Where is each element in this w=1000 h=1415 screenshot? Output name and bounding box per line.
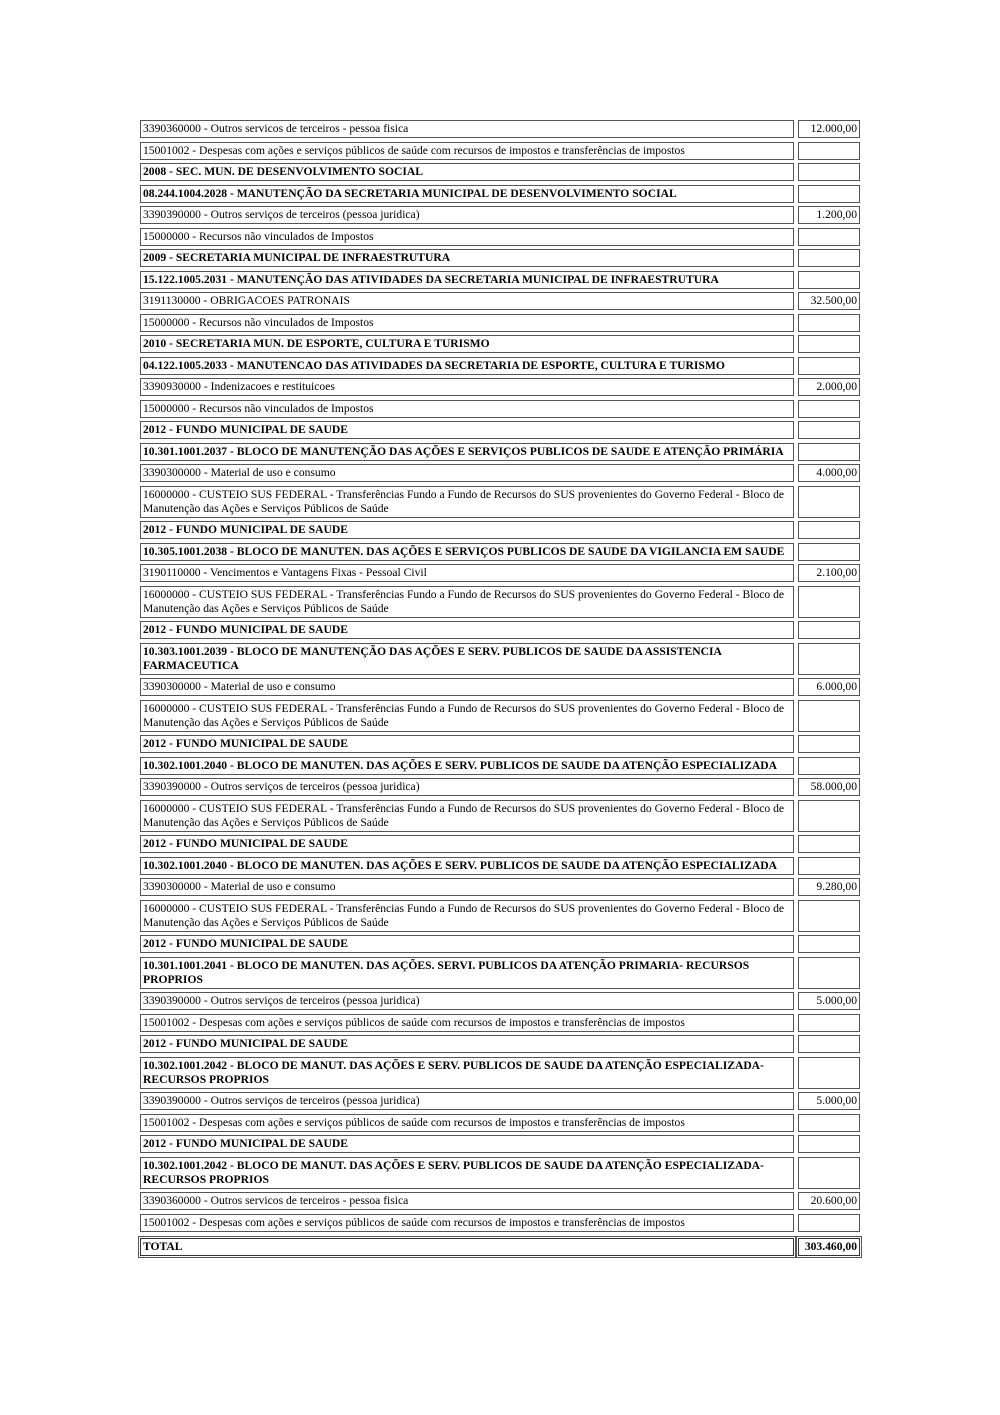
section-heading: 2009 - SECRETARIA MUNICIPAL DE INFRAESTRUTURA bbox=[140, 249, 794, 267]
row-value: 2.000,00 bbox=[798, 378, 860, 396]
table-row bbox=[140, 543, 860, 561]
row-value: 4.000,00 bbox=[798, 464, 860, 482]
section-heading: 2012 - FUNDO MUNICIPAL DE SAUDE bbox=[140, 1135, 794, 1153]
table-row bbox=[140, 1192, 860, 1210]
table-row bbox=[140, 1035, 860, 1053]
table-row bbox=[140, 900, 860, 932]
section-heading: 2012 - FUNDO MUNICIPAL DE SAUDE bbox=[140, 1035, 794, 1053]
row-description: 15000000 - Recursos não vinculados de Impostos bbox=[140, 400, 794, 418]
section-heading: 10.303.1001.2039 - BLOCO DE MANUTENÇÃO DAS AÇÕES E SERV. PUBLICOS DE SAUDE DA ASSISTENCIA FARMACEUTICA bbox=[140, 643, 794, 675]
table-row bbox=[140, 678, 860, 696]
table-row bbox=[140, 249, 860, 267]
row-value bbox=[798, 421, 860, 439]
table-row bbox=[140, 271, 860, 289]
row-description: 15000000 - Recursos não vinculados de Impostos bbox=[140, 228, 794, 246]
table-row bbox=[140, 992, 860, 1010]
row-value bbox=[798, 163, 860, 181]
row-value bbox=[798, 314, 860, 332]
row-description: 3390300000 - Material de uso e consumo bbox=[140, 464, 794, 482]
row-value bbox=[798, 1057, 860, 1089]
table-row bbox=[140, 800, 860, 832]
section-heading: 2012 - FUNDO MUNICIPAL DE SAUDE bbox=[140, 521, 794, 539]
row-value bbox=[798, 249, 860, 267]
section-heading: 15.122.1005.2031 - MANUTENÇÃO DAS ATIVIDADES DA SECRETARIA MUNICIPAL DE INFRAESTRUTURA bbox=[140, 271, 794, 289]
row-description: 15001002 - Despesas com ações e serviços públicos de saúde com recursos de impostos e transferências de impostos bbox=[140, 1214, 794, 1232]
row-value bbox=[798, 800, 860, 832]
table-row bbox=[140, 700, 860, 732]
table-row bbox=[140, 486, 860, 518]
table-row bbox=[140, 464, 860, 482]
table-row bbox=[140, 1114, 860, 1132]
table-row bbox=[140, 1014, 860, 1032]
section-heading: 2012 - FUNDO MUNICIPAL DE SAUDE bbox=[140, 935, 794, 953]
row-description: 3191130000 - OBRIGACOES PATRONAIS bbox=[140, 292, 794, 310]
row-value bbox=[798, 521, 860, 539]
row-value bbox=[798, 443, 860, 461]
table-row bbox=[140, 120, 860, 138]
table-row bbox=[140, 1135, 860, 1153]
table-row bbox=[140, 878, 860, 896]
section-heading: 08.244.1004.2028 - MANUTENÇÃO DA SECRETARIA MUNICIPAL DE DESENVOLVIMENTO SOCIAL bbox=[140, 185, 794, 203]
row-description: 3390300000 - Material de uso e consumo bbox=[140, 878, 794, 896]
row-description: 3390360000 - Outros servicos de terceiros - pessoa fisica bbox=[140, 1192, 794, 1210]
row-description: 3390390000 - Outros serviços de terceiros (pessoa juridica) bbox=[140, 1092, 794, 1110]
row-value bbox=[798, 142, 860, 160]
row-description: 16000000 - CUSTEIO SUS FEDERAL - Transferências Fundo a Fundo de Recursos do SUS provenientes do Governo Federal - Bloco de Manutenção das Ações e Serviços Públicos de Saúde bbox=[140, 586, 794, 618]
section-heading: 04.122.1005.2033 - MANUTENCAO DAS ATIVIDADES DA SECRETARIA DE ESPORTE, CULTURA E TURISMO bbox=[140, 357, 794, 375]
row-value bbox=[798, 1014, 860, 1032]
row-description: 16000000 - CUSTEIO SUS FEDERAL - Transferências Fundo a Fundo de Recursos do SUS provenientes do Governo Federal - Bloco de Manutenção das Ações e Serviços Públicos de Saúde bbox=[140, 800, 794, 832]
row-value: 9.280,00 bbox=[798, 878, 860, 896]
table-row bbox=[140, 206, 860, 224]
table-row bbox=[140, 292, 860, 310]
table-row bbox=[140, 935, 860, 953]
section-heading: 2010 - SECRETARIA MUN. DE ESPORTE, CULTURA E TURISMO bbox=[140, 335, 794, 353]
table-row bbox=[140, 1057, 860, 1089]
row-value bbox=[798, 335, 860, 353]
section-heading: 2012 - FUNDO MUNICIPAL DE SAUDE bbox=[140, 421, 794, 439]
row-value bbox=[798, 543, 860, 561]
row-value: 5.000,00 bbox=[798, 992, 860, 1010]
table-row bbox=[140, 228, 860, 246]
row-description: 3390390000 - Outros serviços de terceiros (pessoa juridica) bbox=[140, 992, 794, 1010]
row-value bbox=[798, 857, 860, 875]
table-row bbox=[140, 757, 860, 775]
row-value: 6.000,00 bbox=[798, 678, 860, 696]
section-heading: 10.301.1001.2041 - BLOCO DE MANUTEN. DAS AÇÕES. SERVI. PUBLICOS DA ATENÇÃO PRIMARIA- RECURSOS PROPRIOS bbox=[140, 957, 794, 989]
row-value: 32.500,00 bbox=[798, 292, 860, 310]
row-value bbox=[798, 228, 860, 246]
row-value bbox=[798, 700, 860, 732]
row-value bbox=[798, 935, 860, 953]
section-heading: 10.305.1001.2038 - BLOCO DE MANUTEN. DAS AÇÕES E SERVIÇOS PUBLICOS DE SAUDE DA VIGILANCIA EM SAUDE bbox=[140, 543, 794, 561]
table-row bbox=[140, 421, 860, 439]
table-row bbox=[140, 1092, 860, 1110]
row-value: 58.000,00 bbox=[798, 778, 860, 796]
row-description: 3390390000 - Outros serviços de terceiros (pessoa juridica) bbox=[140, 778, 794, 796]
section-heading: 10.302.1001.2042 - BLOCO DE MANUT. DAS AÇÕES E SERV. PUBLICOS DE SAUDE DA ATENÇÃO ESPECIALIZADA- RECURSOS PROPRIOS bbox=[140, 1057, 794, 1089]
row-value bbox=[798, 643, 860, 675]
row-value bbox=[798, 486, 860, 518]
table-row bbox=[140, 1214, 860, 1232]
section-heading: 2008 - SEC. MUN. DE DESENVOLVIMENTO SOCIAL bbox=[140, 163, 794, 181]
total-label: TOTAL bbox=[140, 1238, 794, 1256]
table-row bbox=[140, 778, 860, 796]
row-value bbox=[798, 1114, 860, 1132]
table-row bbox=[140, 643, 860, 675]
table-row bbox=[140, 335, 860, 353]
row-description: 3390360000 - Outros servicos de terceiros - pessoa fisica bbox=[140, 120, 794, 138]
section-heading: 2012 - FUNDO MUNICIPAL DE SAUDE bbox=[140, 835, 794, 853]
section-heading: 2012 - FUNDO MUNICIPAL DE SAUDE bbox=[140, 621, 794, 639]
table-row bbox=[140, 957, 860, 989]
table-row bbox=[140, 521, 860, 539]
row-value bbox=[798, 586, 860, 618]
row-description: 15001002 - Despesas com ações e serviços públicos de saúde com recursos de impostos e transferências de impostos bbox=[140, 1014, 794, 1032]
row-value bbox=[798, 621, 860, 639]
table-row bbox=[140, 586, 860, 618]
row-description: 15001002 - Despesas com ações e serviços públicos de saúde com recursos de impostos e transferências de impostos bbox=[140, 1114, 794, 1132]
table-row bbox=[140, 163, 860, 181]
budget-table bbox=[140, 120, 860, 1259]
row-value: 20.600,00 bbox=[798, 1192, 860, 1210]
table-row bbox=[140, 357, 860, 375]
table-row bbox=[140, 621, 860, 639]
row-value: 12.000,00 bbox=[798, 120, 860, 138]
row-value bbox=[798, 271, 860, 289]
row-description: 16000000 - CUSTEIO SUS FEDERAL - Transferências Fundo a Fundo de Recursos do SUS provenientes do Governo Federal - Bloco de Manutenção das Ações e Serviços Públicos de Saúde bbox=[140, 700, 794, 732]
row-description: 15001002 - Despesas com ações e serviços públicos de saúde com recursos de impostos e transferências de impostos bbox=[140, 142, 794, 160]
row-value bbox=[798, 400, 860, 418]
row-value bbox=[798, 835, 860, 853]
table-row bbox=[140, 185, 860, 203]
row-description: 3190110000 - Vencimentos e Vantagens Fixas - Pessoal Civil bbox=[140, 564, 794, 582]
row-description: 3390390000 - Outros serviços de terceiros (pessoa juridica) bbox=[140, 206, 794, 224]
table-row bbox=[140, 400, 860, 418]
row-value bbox=[798, 900, 860, 932]
row-value: 5.000,00 bbox=[798, 1092, 860, 1110]
row-value bbox=[798, 1214, 860, 1232]
total-value: 303.460,00 bbox=[798, 1238, 860, 1256]
table-row bbox=[140, 564, 860, 582]
section-heading: 10.302.1001.2040 - BLOCO DE MANUTEN. DAS AÇÕES E SERV. PUBLICOS DE SAUDE DA ATENÇÃO ESPECIALIZADA bbox=[140, 757, 794, 775]
row-value: 1.200,00 bbox=[798, 206, 860, 224]
row-value bbox=[798, 957, 860, 989]
section-heading: 10.302.1001.2042 - BLOCO DE MANUT. DAS AÇÕES E SERV. PUBLICOS DE SAUDE DA ATENÇÃO ESPECIALIZADA- RECURSOS PROPRIOS bbox=[140, 1157, 794, 1189]
row-description: 16000000 - CUSTEIO SUS FEDERAL - Transferências Fundo a Fundo de Recursos do SUS provenientes do Governo Federal - Bloco de Manutenção das Ações e Serviços Públicos de Saúde bbox=[140, 486, 794, 518]
total-row bbox=[140, 1238, 860, 1256]
row-description: 3390300000 - Material de uso e consumo bbox=[140, 678, 794, 696]
row-description: 3390930000 - Indenizacoes e restituicoes bbox=[140, 378, 794, 396]
table-row bbox=[140, 443, 860, 461]
row-description: 15000000 - Recursos não vinculados de Impostos bbox=[140, 314, 794, 332]
row-value bbox=[798, 185, 860, 203]
row-value bbox=[798, 1135, 860, 1153]
row-value: 2.100,00 bbox=[798, 564, 860, 582]
table-row bbox=[140, 1157, 860, 1189]
table-row bbox=[140, 314, 860, 332]
table-row bbox=[140, 835, 860, 853]
row-value bbox=[798, 357, 860, 375]
row-value bbox=[798, 1035, 860, 1053]
section-heading: 10.301.1001.2037 - BLOCO DE MANUTENÇÃO DAS AÇÕES E SERVIÇOS PUBLICOS DE SAUDE E ATENÇÃO PRIMÁRIA bbox=[140, 443, 794, 461]
row-description: 16000000 - CUSTEIO SUS FEDERAL - Transferências Fundo a Fundo de Recursos do SUS provenientes do Governo Federal - Bloco de Manutenção das Ações e Serviços Públicos de Saúde bbox=[140, 900, 794, 932]
row-value bbox=[798, 735, 860, 753]
table-row bbox=[140, 735, 860, 753]
table-row bbox=[140, 142, 860, 160]
table-row bbox=[140, 378, 860, 396]
section-heading: 2012 - FUNDO MUNICIPAL DE SAUDE bbox=[140, 735, 794, 753]
budget-rows bbox=[140, 120, 860, 1232]
row-value bbox=[798, 1157, 860, 1189]
table-row bbox=[140, 857, 860, 875]
section-heading: 10.302.1001.2040 - BLOCO DE MANUTEN. DAS AÇÕES E SERV. PUBLICOS DE SAUDE DA ATENÇÃO ESPECIALIZADA bbox=[140, 857, 794, 875]
row-value bbox=[798, 757, 860, 775]
